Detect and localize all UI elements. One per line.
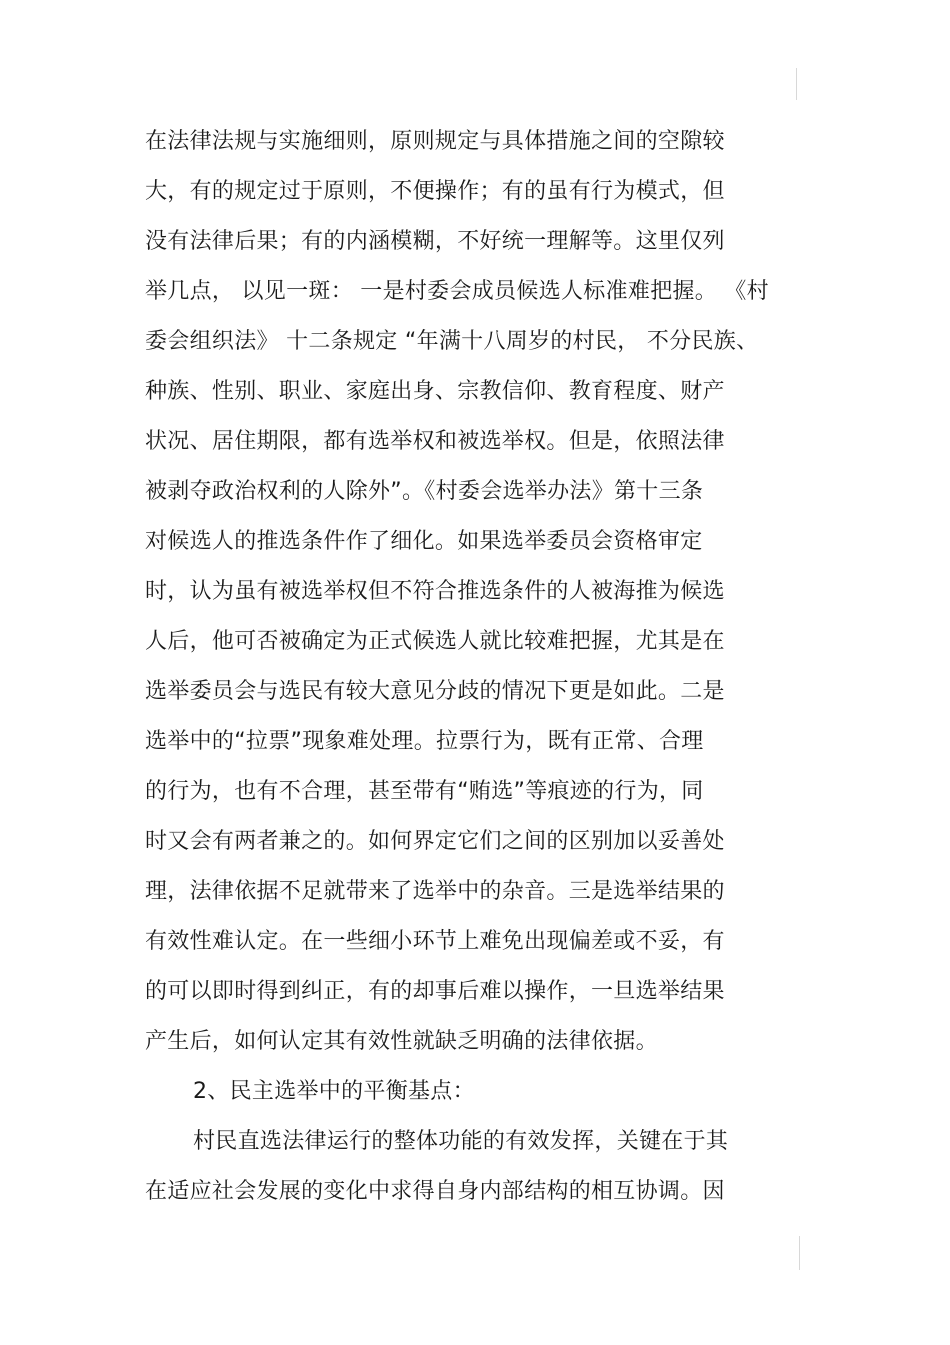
- paragraph-line-10: 时，认为虽有被选举权但不符合推选条件的人被海推为候选: [145, 579, 725, 604]
- paragraph-line-18: 的可以即时得到纠正，有的却事后难以操作，一旦选举结果: [145, 979, 725, 1004]
- paragraph-line-8: 被剥夺政治权利的人除外”。《村委会选举办法》第十三条: [145, 479, 704, 504]
- paragraph-line-4: 举几点， 以见一斑： 一是村委会成员候选人标准难把握。 《村: [145, 279, 769, 304]
- paragraph-line-3: 没有法律后果；有的内涵模糊，不好统一理解等。这里仅列: [145, 229, 725, 254]
- paragraph-line-7: 状况、居住期限，都有选举权和被选举权。但是，依照法律: [145, 429, 725, 454]
- paragraph-line-12: 选举委员会与选民有较大意见分歧的情况下更是如此。二是: [145, 679, 725, 704]
- paragraph-line-9: 对候选人的推选条件作了细化。如果选举委员会资格审定: [145, 529, 703, 554]
- paragraph-line-13: 选举中的“拉票”现象难处理。拉票行为，既有正常、合理: [145, 729, 704, 754]
- paragraph-line-15: 时又会有两者兼之的。如何界定它们之间的区别加以妥善处: [145, 829, 725, 854]
- paragraph-line-22: 在适应社会发展的变化中求得自身内部结构的相互协调。因: [145, 1179, 725, 1204]
- paragraph-line-6: 种族、性别、职业、家庭出身、宗教信仰、教育程度、财产: [145, 379, 725, 404]
- paragraph-line-21: 村民直选法律运行的整体功能的有效发挥，关键在于其: [193, 1129, 729, 1154]
- paragraph-line-14: 的行为，也有不合理，甚至带有“贿选”等痕迹的行为，同: [145, 779, 704, 804]
- paragraph-line-5: 委会组织法》 十二条规定 “年满十八周岁的村民， 不分民族、: [145, 329, 759, 354]
- page-edge-mark-bottom: [799, 1236, 800, 1270]
- page-edge-mark-top: [796, 68, 797, 100]
- paragraph-line-1: 在法律法规与实施细则，原则规定与具体措施之间的空隙较: [145, 129, 725, 154]
- paragraph-line-17: 有效性难认定。在一些细小环节上难免出现偏差或不妥，有: [145, 929, 725, 954]
- paragraph-line-11: 人后，他可否被确定为正式候选人就比较难把握，尤其是在: [145, 629, 725, 654]
- paragraph-line-19: 产生后，如何认定其有效性就缺乏明确的法律依据。: [145, 1029, 658, 1054]
- section-heading: 2、民主选举中的平衡基点：: [193, 1079, 475, 1104]
- paragraph-line-16: 理，法律依据不足就带来了选举中的杂音。三是选举结果的: [145, 879, 725, 904]
- paragraph-line-2: 大，有的规定过于原则，不便操作；有的虽有行为模式，但: [145, 179, 725, 204]
